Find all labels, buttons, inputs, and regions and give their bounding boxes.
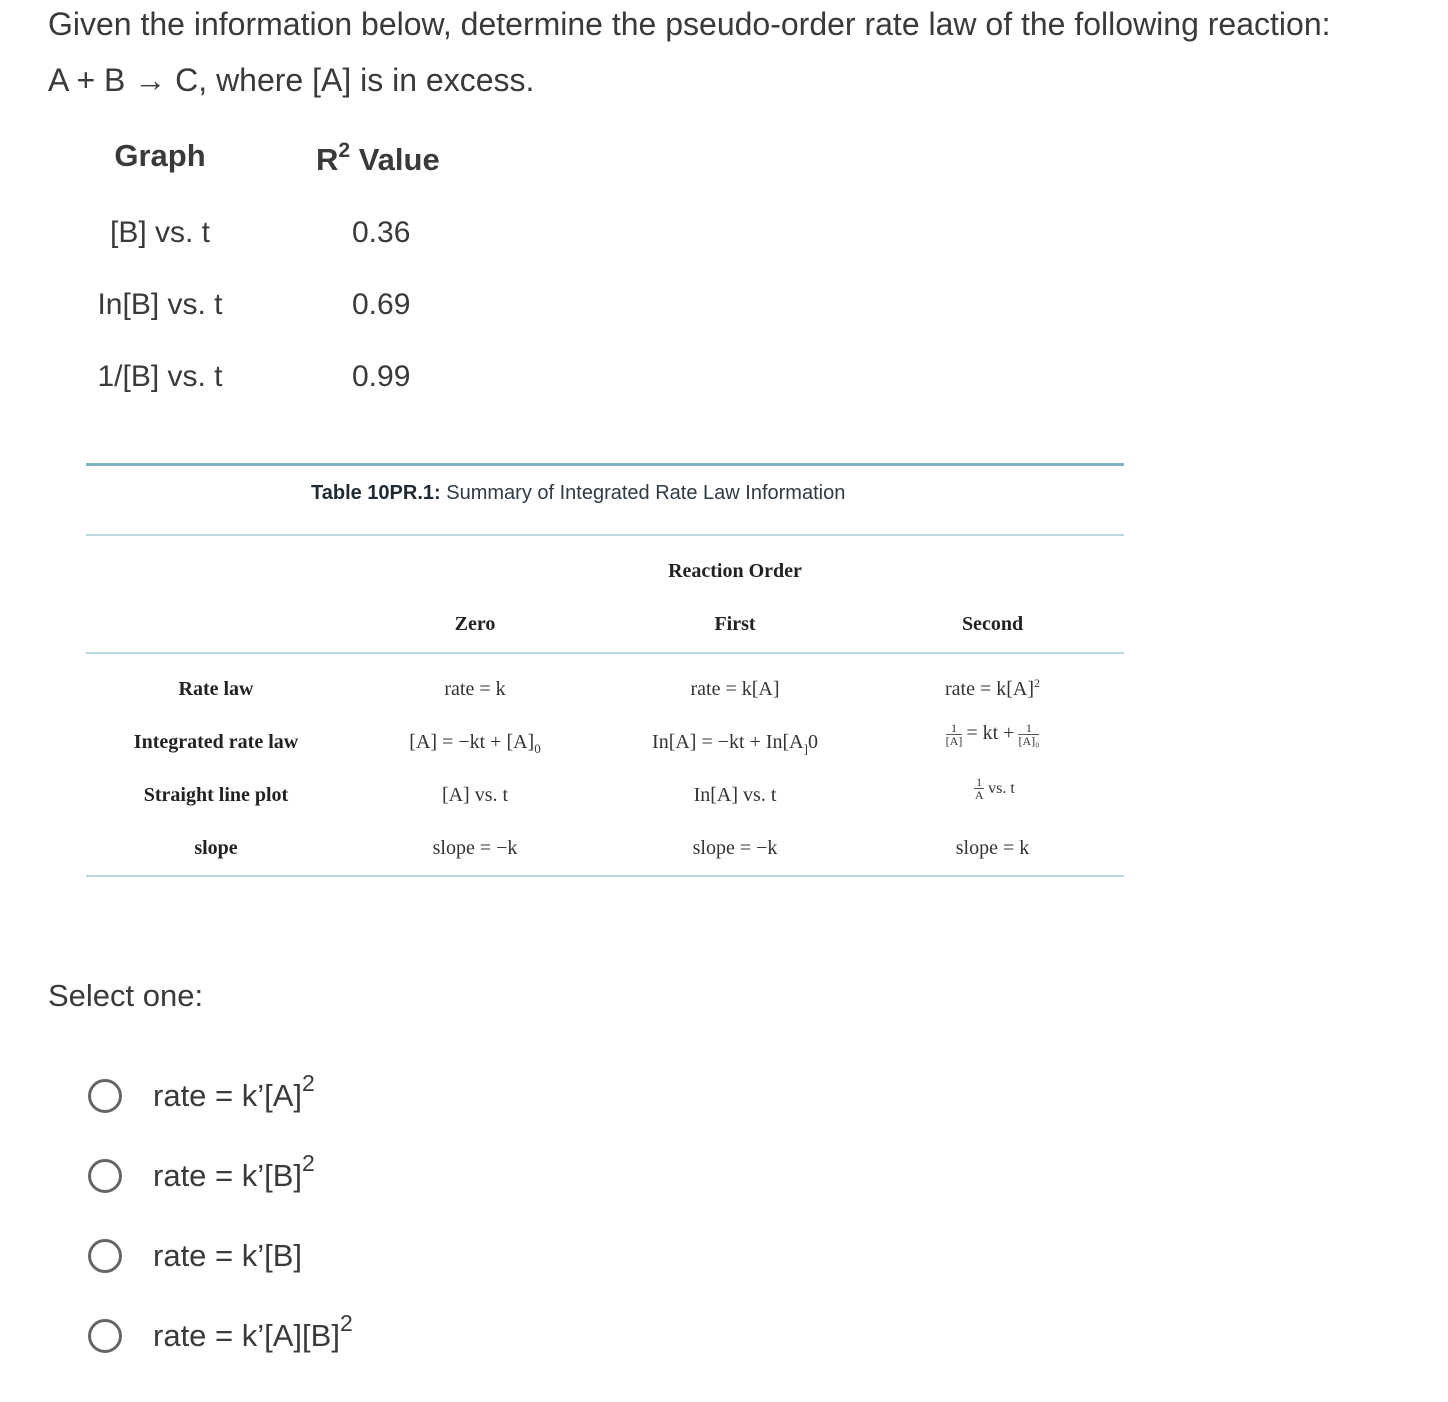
answer-option-label: rate = $k’[A]^2$ <box>153 1070 315 1113</box>
row-label-straight-line-plot: Straight line plot <box>143 784 289 806</box>
slope-second: slope = k <box>955 837 1030 859</box>
integrated-second: $\frac{1}{[A]}$ = kt + $\frac{1}{\text{[A]₀}}$ <box>945 721 1040 748</box>
rate-law-zero: rate = k <box>444 678 506 700</box>
r2-row-value: 0.99 <box>352 360 411 393</box>
row-label-integrated-rate-law: Integrated rate law <box>133 731 299 753</box>
r2-row-graph: 1/[B] vs. t <box>97 360 223 393</box>
answer-option-label: rate = $k’[B]^2$ <box>153 1150 315 1193</box>
slope-first: slope = −k <box>692 837 778 859</box>
column-header-first: First <box>714 613 756 635</box>
answer-option-2[interactable] <box>88 1150 315 1198</box>
table-caption-rule <box>86 534 1124 536</box>
radio-button[interactable] <box>88 1239 122 1273</box>
radio-button[interactable] <box>88 1079 122 1113</box>
rate-law-first: rate = k[A] <box>690 678 780 700</box>
column-header-zero: Zero <box>454 613 496 635</box>
reaction-text: A + B → C, where [A] is in excess. <box>48 62 535 98</box>
answer-option-3[interactable] <box>88 1234 302 1278</box>
table-caption: Table 10PR.1: Summary of Integrated Rate Law Information <box>311 482 846 504</box>
r2-row-graph: [B] vs. t <box>109 216 211 249</box>
radio-button[interactable] <box>88 1319 122 1353</box>
radio-button[interactable] <box>88 1159 122 1193</box>
r2-row-value: 0.69 <box>352 288 411 321</box>
integrated-zero: $[A] = -kt + [A]_0$ <box>409 731 541 756</box>
graph-column-header: Graph <box>114 138 206 173</box>
answer-option-4[interactable] <box>88 1310 353 1358</box>
table-top-rule <box>86 463 1124 466</box>
plot-first: In[A] vs. t <box>693 784 777 806</box>
plot-zero: [A] vs. t <box>441 784 509 806</box>
select-one-label: Select one: <box>48 978 204 1013</box>
row-label-slope: slope <box>194 837 238 859</box>
table-header-rule <box>86 652 1124 654</box>
answer-option-label: rate = k’[B] <box>153 1238 303 1273</box>
answer-option-1[interactable] <box>88 1070 315 1118</box>
reaction-order-header: Reaction Order <box>668 560 802 582</box>
plot-second: $\frac{1}{A}$ vs. t <box>974 775 1015 802</box>
r2-column-header: $R^2$ Value <box>316 139 440 177</box>
rate-law-second: rate = $k[A]^2$ <box>944 676 1040 700</box>
integrated-first: $In[A] = -kt + In[A_]0$ <box>652 731 818 756</box>
row-label-rate-law: Rate law <box>178 678 254 700</box>
answer-option-label: rate = $k’[A][B]^2$ <box>153 1310 353 1353</box>
question-text: Given the information below, determine the pseudo-order rate law of the following reaction: <box>48 6 1331 42</box>
column-header-second: Second <box>961 613 1024 635</box>
r2-row-value: 0.36 <box>352 216 411 249</box>
slope-zero: slope = −k <box>432 837 518 859</box>
table-bottom-rule <box>86 875 1124 877</box>
r2-row-graph: In[B] vs. t <box>97 288 223 321</box>
